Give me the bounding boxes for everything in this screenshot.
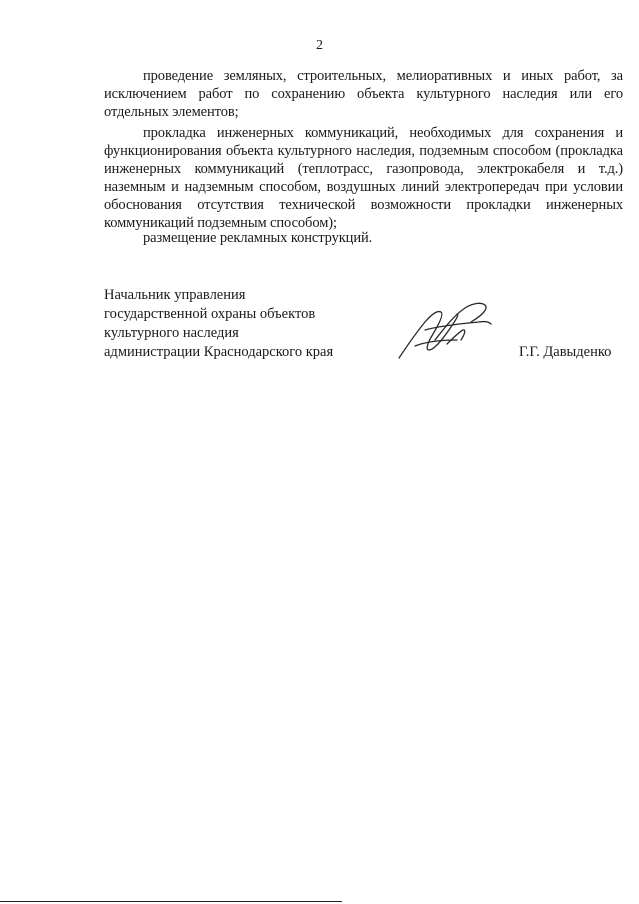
footer-divider (0, 901, 342, 902)
page-number: 2 (316, 38, 323, 53)
signatory-title-block (104, 286, 333, 362)
signatory-title-line: культурного наследия (104, 325, 239, 341)
handwritten-signature (395, 300, 495, 362)
paragraph-advertising: размещение рекламных конструкций. (143, 230, 373, 246)
paragraph-earthworks: проведение земляных, строительных, мелиоративных и иных работ, за исключением работ по сохранению объекта культурного наследия или его отдельных элементов; (104, 68, 623, 120)
signatory-title-line: Начальник управления (104, 287, 246, 303)
signatory-title-line: государственной охраны объектов (104, 306, 316, 322)
signatory-title-line: администрации Краснодарского края (104, 344, 334, 360)
signer-name: Г.Г. Давыденко (519, 344, 612, 360)
paragraph-utilities: прокладка инженерных коммуникаций, необходимых для сохранения и функционирования объекта культурного наследия, подземным способом (прокладка инженерных коммуникаций (теплотрасс, газопровода, электрокабеля и т.д.) наземным и надземным способом, воздушных линий электропередач при условии обоснования отсутствия технической возможности прокладки инженерных коммуникаций подземным способом); (104, 125, 623, 231)
